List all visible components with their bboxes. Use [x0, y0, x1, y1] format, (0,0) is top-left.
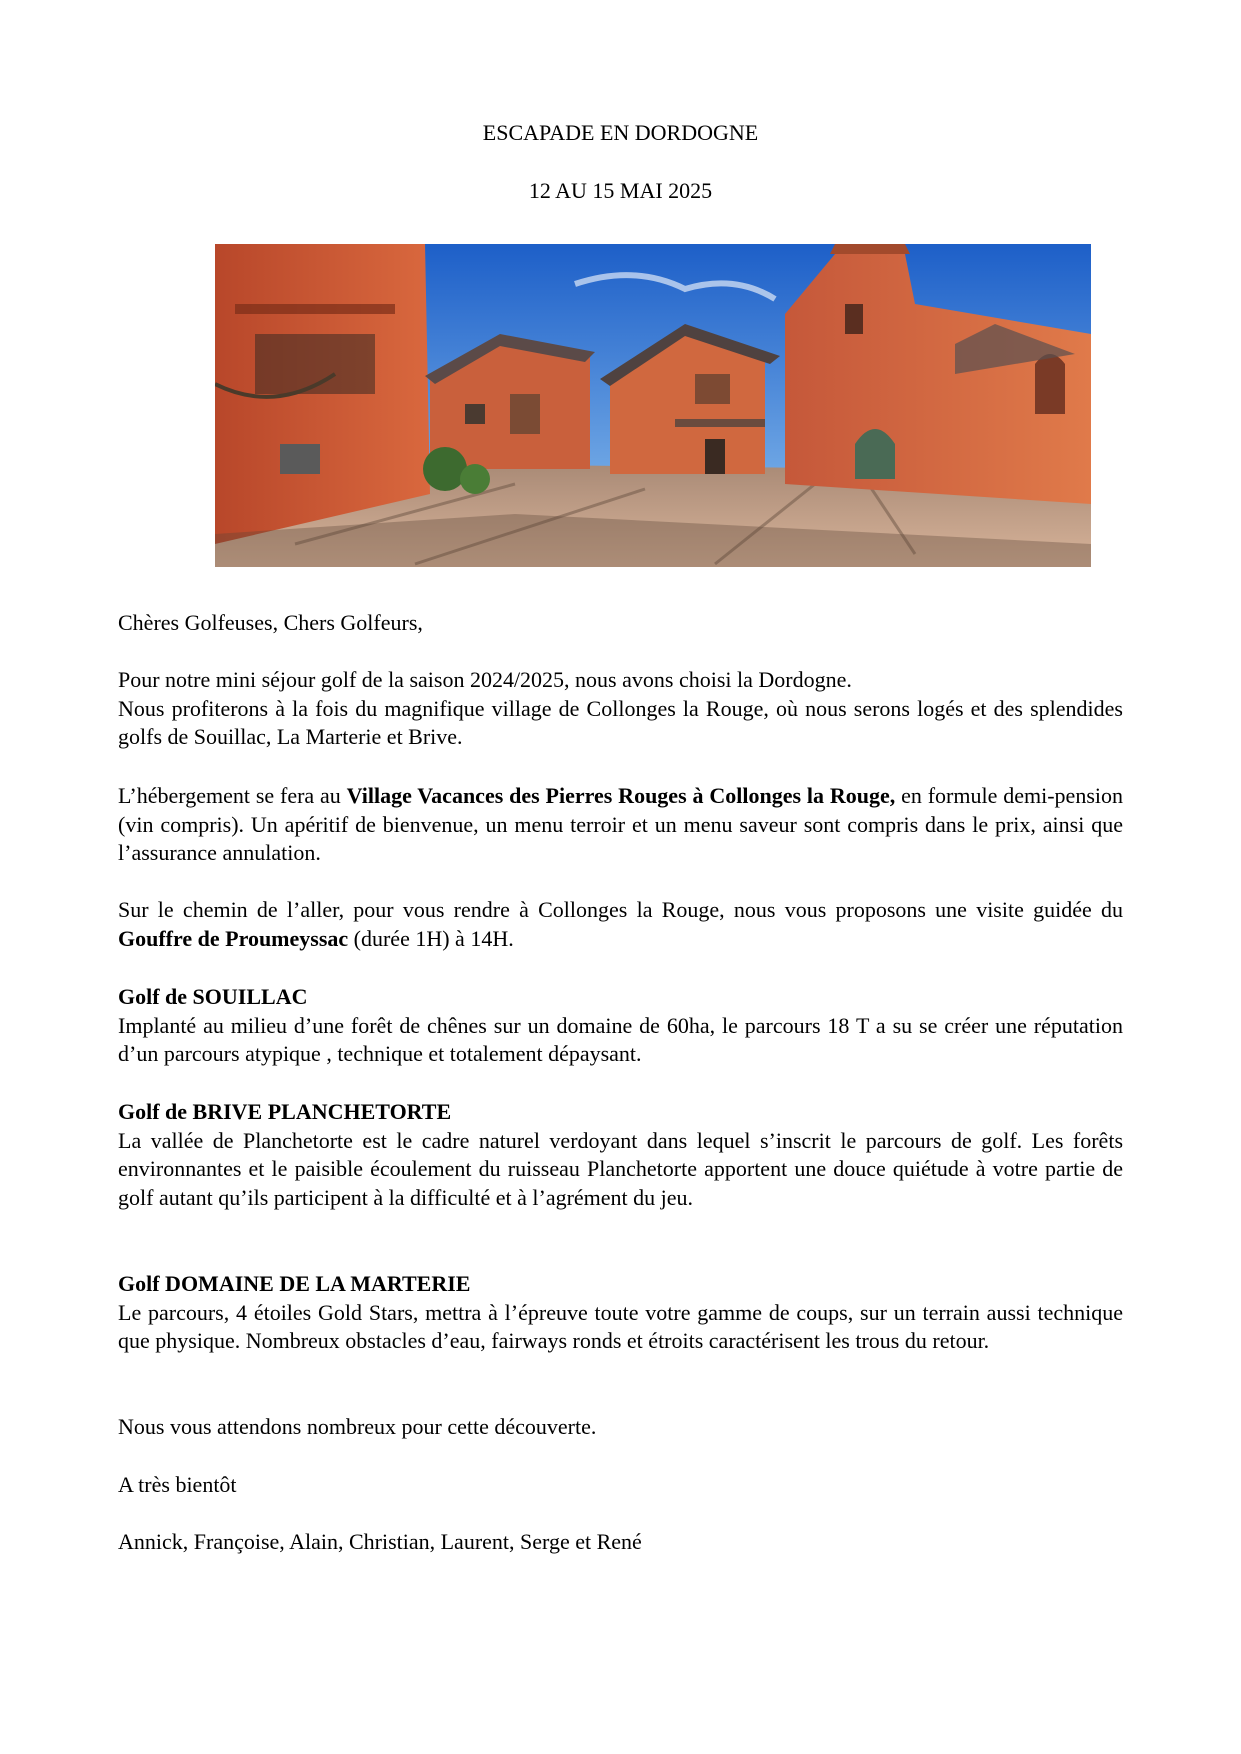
golf-description-souillac: Implanté au milieu d’une forêt de chênes sur un domaine de 60ha, le parcours 18 T a su se créer une réputation d’un parcours atypique , technique et totalement dépaysant. [118, 1012, 1123, 1067]
visit-site: Gouffre de Proumeyssac [118, 925, 349, 951]
golf-section-marterie [118, 1270, 1123, 1356]
intro-line-2: Nous profiterons à la fois du magnifique village de Collonges la Rouge, où nous serons logés et des splendides golfs de Souillac, La Marterie et Brive. [118, 695, 1123, 750]
visit-text-after: (durée 1H) à 14H. [348, 925, 514, 951]
document-title: ESCAPADE EN DORDOGNE [482, 120, 759, 145]
closing-text: Nous vous attendons nombreux pour cette découverte. [118, 1414, 597, 1439]
lodging-text-before: L’hébergement se fera au [118, 783, 347, 808]
signature [118, 1528, 1123, 1557]
intro-line-1: Pour notre mini séjour golf de la saison 2024/2025, nous avons choisi la Dordogne. [118, 667, 852, 692]
visit-text-before: Sur le chemin de l’aller, pour vous rendre à Collonges la Rouge, nous vous proposons une visite guidée du [118, 897, 1123, 922]
golf-section-souillac [118, 983, 1123, 1069]
visit-paragraph [118, 896, 1123, 953]
intro-paragraph [118, 666, 1123, 752]
lodging-venue: Village Vacances des Pierres Rouges à Collonges la Rouge, [346, 783, 896, 808]
lodging-text [118, 782, 1123, 868]
visit-text [118, 896, 1123, 953]
golf-description-brive: La vallée de Planchetorte est le cadre naturel verdoyant dans lequel s’inscrit le parcours de golf. Les forêts environnantes et le paisible écoulement du ruisseau Planchetorte apportent une douce quiétude à votre partie de golf autant qu’ils participent à la difficulté et à l’agrément du jeu. [118, 1127, 1123, 1210]
lodging-text-after: en formule demi-pension (vin compris). Un apéritif de bienvenue, un menu terroir et un menu saveur sont compris dans le prix, ainsi que l’assurance annulation. [118, 783, 1123, 866]
greeting [118, 609, 1123, 638]
greeting-text: Chères Golfeuses, Chers Golfeurs, [118, 610, 423, 635]
signature-names: Annick, Françoise, Alain, Christian, Laurent, Serge et René [118, 1529, 642, 1554]
event-dates: 12 AU 15 MAI 2025 [528, 178, 713, 203]
golf-heading-brive: Golf de BRIVE PLANCHETORTE [118, 1099, 452, 1124]
golf-heading-marterie: Golf DOMAINE DE LA MARTERIE [118, 1271, 471, 1296]
golf-heading-souillac: Golf de SOUILLAC [118, 984, 308, 1009]
golf-description-marterie: Le parcours, 4 étoiles Gold Stars, mettra à l’épreuve toute votre gamme de coups, sur un terrain aussi technique que physique. Nombreux obstacles d’eau, fairways ronds et étroits caractérisent les trous du retour. [118, 1299, 1123, 1354]
lodging-paragraph [118, 782, 1123, 868]
closing-line [118, 1413, 1123, 1442]
farewell-text: A très bientôt [118, 1472, 237, 1497]
golf-section-brive [118, 1098, 1123, 1212]
village-photo [215, 244, 1091, 567]
farewell-line [118, 1471, 1123, 1500]
